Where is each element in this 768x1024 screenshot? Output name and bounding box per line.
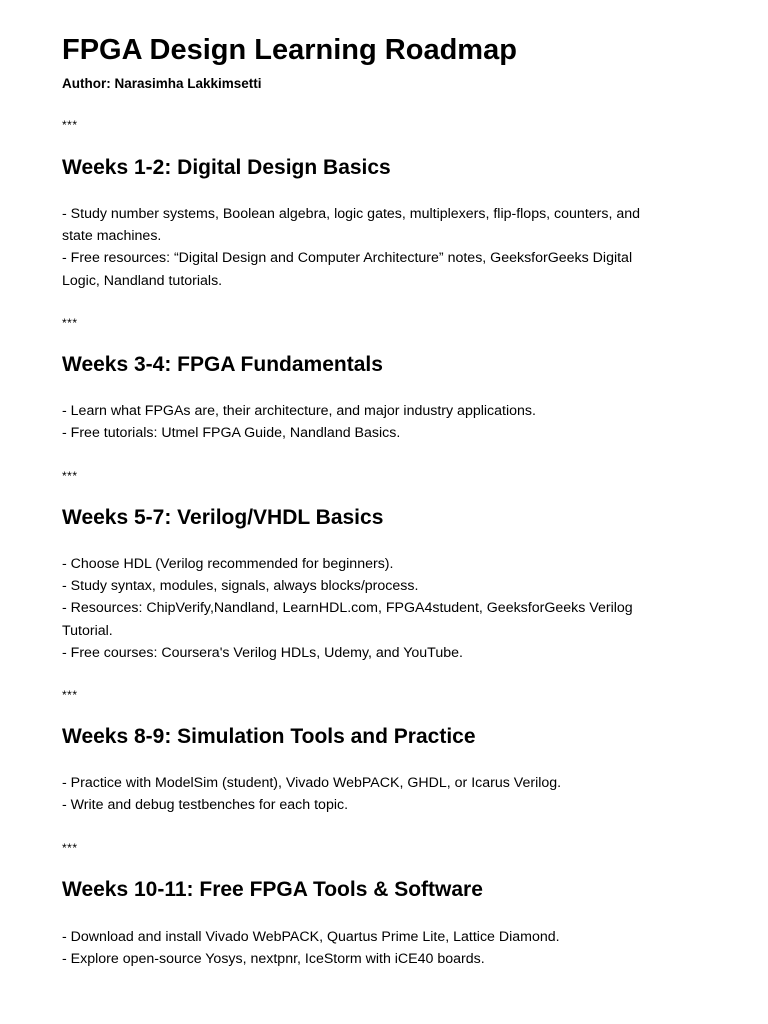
section-body-weeks-3-4 xyxy=(62,400,702,444)
body-line: - Explore open-source Yosys, nextpnr, IceStorm with iCE40 boards. xyxy=(62,951,485,968)
section-heading-weeks-10-11: Weeks 10-11: Free FPGA Tools & Software xyxy=(62,878,483,901)
section-separator: *** xyxy=(62,688,78,702)
section-heading-weeks-5-7: Weeks 5-7: Verilog/VHDL Basics xyxy=(62,506,384,529)
body-line: - Free resources: “Digital Design and Computer Architecture” notes, GeeksforGeeks Digital xyxy=(62,250,633,267)
section-heading-weeks-8-9: Weeks 8-9: Simulation Tools and Practice xyxy=(62,725,476,748)
body-line: - Learn what FPGAs are, their architecture, and major industry applications. xyxy=(62,403,536,419)
body-line: - Practice with ModelSim (student), Vivado WebPACK, GHDL, or Icarus Verilog. xyxy=(62,775,562,791)
body-line: - Write and debug testbenches for each topic. xyxy=(62,797,349,814)
section-body-weeks-1-2 xyxy=(62,203,702,292)
body-line: - Choose HDL (Verilog recommended for beginners). xyxy=(62,556,394,572)
section-heading-weeks-3-4: Weeks 3-4: FPGA Fundamentals xyxy=(62,353,383,376)
body-line: Logic, Nandland tutorials. xyxy=(62,272,223,289)
section-body-weeks-5-7 xyxy=(62,553,702,664)
body-line: - Study number systems, Boolean algebra, logic gates, multiplexers, flip-flops, counters, and xyxy=(62,206,641,222)
body-line: Tutorial. xyxy=(62,622,113,639)
body-line: - Resources: ChipVerify,Nandland, LearnHDL.com, FPGA4student, GeeksforGeeks Verilog xyxy=(62,600,633,617)
body-line: state machines. xyxy=(62,228,162,245)
body-line: - Study syntax, modules, signals, always blocks/process. xyxy=(62,578,419,595)
section-body-weeks-8-9 xyxy=(62,772,702,816)
body-line: - Free courses: Coursera's Verilog HDLs, Udemy, and YouTube. xyxy=(62,644,463,661)
document-title: FPGA Design Learning Roadmap xyxy=(62,34,517,66)
section-separator: *** xyxy=(62,118,78,132)
body-line: - Download and install Vivado WebPACK, Quartus Prime Lite, Lattice Diamond. xyxy=(62,929,560,945)
document-author: Author: Narasimha Lakkimsetti xyxy=(62,76,262,91)
body-line: - Free tutorials: Utmel FPGA Guide, Nandland Basics. xyxy=(62,425,401,442)
section-heading-weeks-1-2: Weeks 1-2: Digital Design Basics xyxy=(62,156,391,179)
section-body-weeks-10-11 xyxy=(62,926,702,970)
section-separator: *** xyxy=(62,469,78,483)
section-separator: *** xyxy=(62,316,78,330)
section-separator: *** xyxy=(62,841,78,855)
